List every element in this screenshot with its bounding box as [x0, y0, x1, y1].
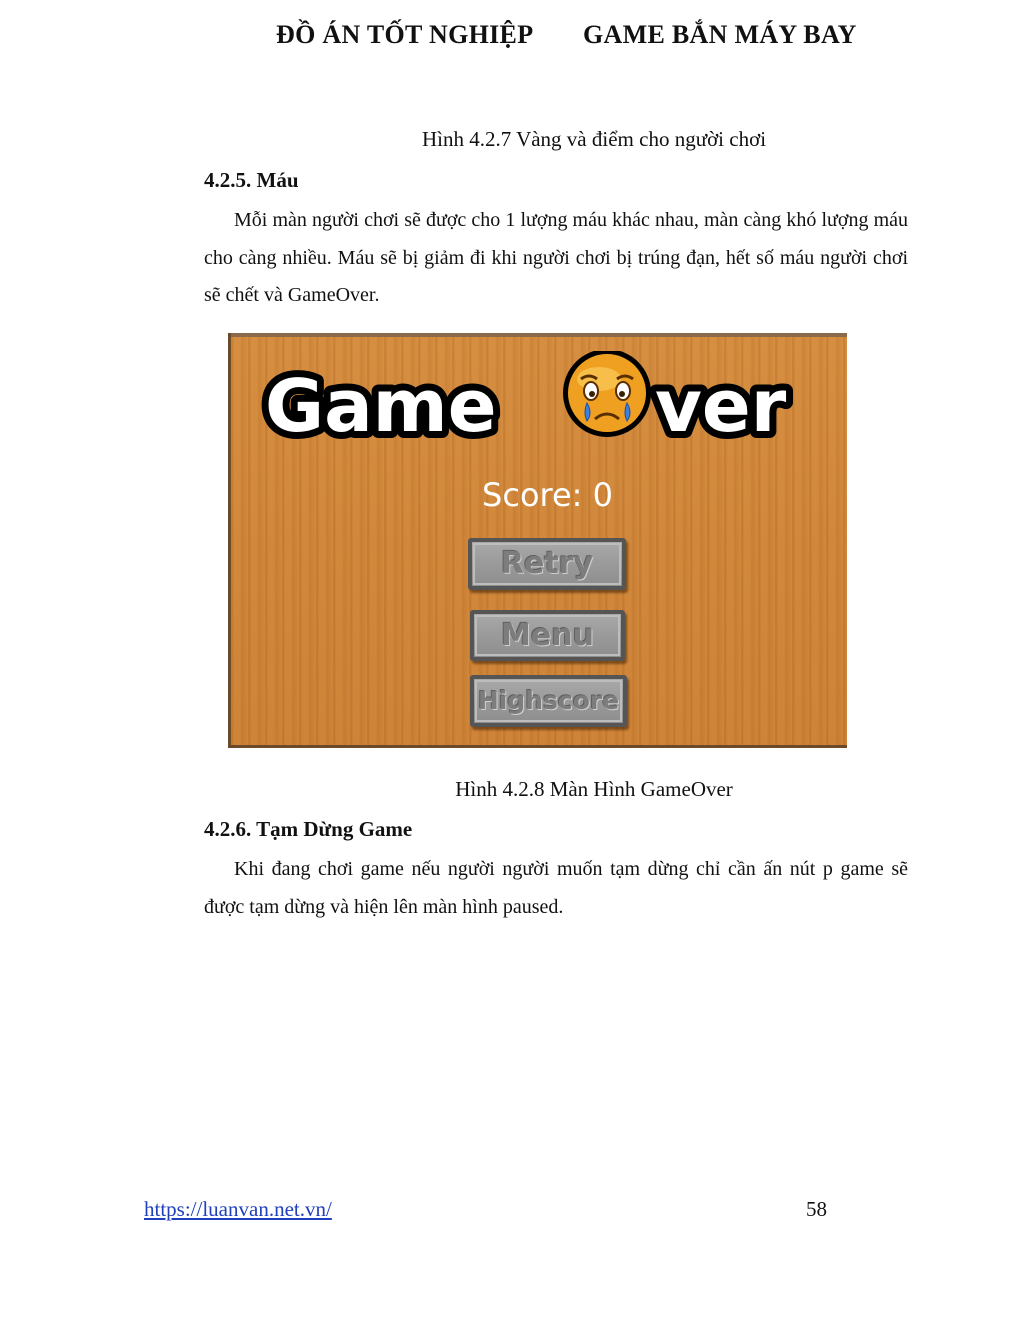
- header-title-left: ĐỒ ÁN TỐT NGHIỆP: [276, 20, 534, 49]
- retry-button[interactable]: Retry: [468, 538, 626, 590]
- score-label: [231, 476, 847, 514]
- page-number: 58: [806, 1197, 827, 1221]
- section-paragraph-4-2-6: Khi đang chơi game nếu người người muốn tạm dừng chỉ cần ấn nút p game sẽ được tạm dừng và hiện lên màn hình paused.: [204, 858, 908, 918]
- gameover-title-right: ver: [655, 364, 787, 448]
- gameover-screenshot: [228, 333, 847, 748]
- menu-button[interactable]: Menu: [470, 610, 625, 661]
- header-title-right: GAME BẮN MÁY BAY: [583, 20, 857, 49]
- crying-face-icon: [563, 351, 651, 437]
- highscore-button[interactable]: Highscore: [470, 675, 627, 727]
- section-heading-4-2-5: 4.2.5. Máu: [204, 168, 299, 192]
- figure-caption-4-2-8: Hình 4.2.8 Màn Hình GameOver: [455, 777, 733, 801]
- footer-link[interactable]: https://luanvan.net.vn/: [144, 1197, 332, 1221]
- page-header: [0, 20, 1024, 56]
- gameover-title-logo: [231, 351, 847, 451]
- gameover-title-left: Game: [265, 364, 497, 448]
- score-text: Score: 0: [482, 476, 613, 514]
- section-paragraph-4-2-5: Mỗi màn người chơi sẽ được cho 1 lượng máu khác nhau, màn càng khó lượng máu cho càng nhiều. Máu sẽ bị giảm đi khi người chơi bị trúng đạn, hết số máu người chơi sẽ chết và GameOver.: [204, 209, 908, 306]
- figure-caption-4-2-7: Hình 4.2.7 Vàng và điểm cho người chơi: [421, 127, 767, 151]
- section-heading-4-2-6: 4.2.6. Tạm Dừng Game: [204, 817, 413, 841]
